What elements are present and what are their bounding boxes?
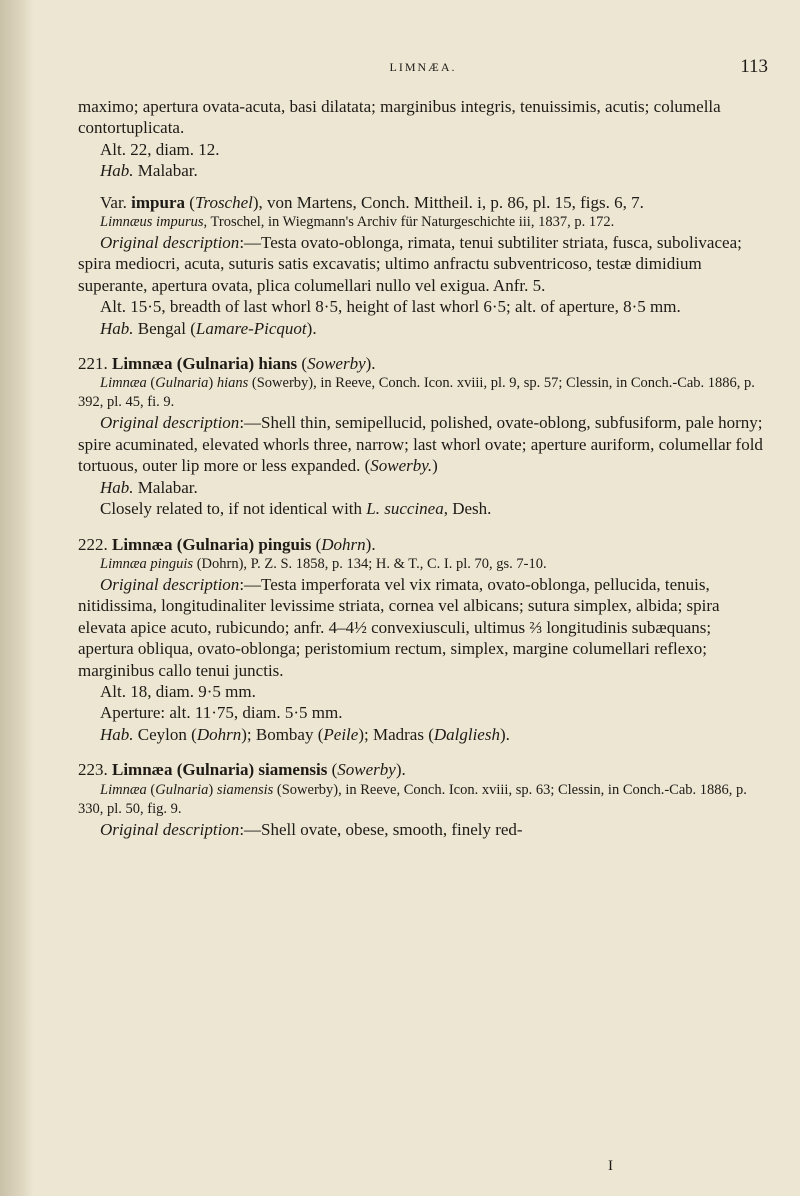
running-title: LIMNÆA.: [389, 60, 457, 74]
continuation-measurements: Alt. 22, diam. 12.: [100, 139, 220, 159]
entry-222-heading: 222. Limnæa (Gulnaria) pinguis (Dohrn).: [78, 534, 376, 554]
variety-description: Original description:—Testa ovato-oblonga, rimata, tenui subtiliter striata, fusca, subolivacea; spira mediocri, acuta, suturis satis excavatis; ultimo anfractu subventricoso, testæ dimidium superante, apertura ovata, plica columellari nullo vel exigua. Anfr. 5.: [78, 233, 742, 295]
continuation-description: maximo; apertura ovata-acuta, basi dilatata; marginibus integris, tenuissimis, acutis; columella contortuplicata.: [78, 97, 721, 138]
entry-222-measurements-1: Alt. 18, diam. 9·5 mm.: [100, 681, 256, 701]
page-binding-shadow: [0, 0, 34, 1196]
entry-222-measurements-2: Aperture: alt. 11·75, diam. 5·5 mm.: [100, 703, 343, 723]
variety-heading: Var. impura (Troschel), von Martens, Conch. Mittheil. i, p. 86, pl. 15, figs. 6, 7.: [100, 192, 644, 212]
entry-223-description: Original description:—Shell ovate, obese, smooth, finely red-: [100, 819, 523, 839]
entry-221-habitat: Hab. Malabar.: [100, 477, 198, 497]
entry-221-note: Closely related to, if not identical with L. succinea, Desh.: [100, 499, 492, 519]
entry-223-heading: 223. Limnæa (Gulnaria) siamensis (Sowerby).: [78, 760, 406, 780]
printer-signature-mark: I: [608, 1158, 613, 1174]
variety-measurements: Alt. 15·5, breadth of last whorl 8·5, height of last whorl 6·5; alt. of aperture, 8·5 mm.: [100, 297, 681, 317]
entry-223-synonymy: Limnæa (Gulnaria) siamensis (Sowerby), in Reeve, Conch. Icon. xviii, sp. 63; Clessin, in Conch.-Cab. 1886, p. 330, pl. 50, fig. 9.: [78, 781, 747, 817]
entry-221-description: Original description:—Shell thin, semipellucid, polished, ovate-oblong, subfusiform, pale horny; spire acuminated, elevated whorls three, narrow; last whorl ovate; aperture auriform, columellar fold tortuous, outer lip more or less expanded. (Sowerby.): [78, 413, 763, 476]
page-body: [78, 96, 768, 840]
entry-222-synonymy: Limnæa pinguis (Dohrn), P. Z. S. 1858, p. 134; H. & T., C. I. pl. 70, gs. 7-10.: [100, 555, 547, 572]
variety-synonym: Limnæus impurus, Troschel, in Wiegmann's Archiv für Naturgeschichte iii, 1837, p. 172.: [100, 214, 615, 231]
variety-habitat: Hab. Bengal (Lamare-Picquot).: [100, 318, 317, 338]
page-header: [78, 56, 768, 90]
entry-221-heading: 221. Limnæa (Gulnaria) hians (Sowerby).: [78, 354, 376, 374]
entry-222-habitat: Hab. Ceylon (Dohrn); Bombay (Peile); Madras (Dalgliesh).: [100, 724, 510, 744]
page-number: 113: [740, 56, 768, 77]
entry-221-synonymy: Limnæa (Gulnaria) hians (Sowerby), in Reeve, Conch. Icon. xviii, pl. 9, sp. 57; Clessin, in Conch.-Cab. 1886, p. 392, pl. 45, fi. 9.: [78, 375, 755, 411]
entry-222-description: Original description:—Testa imperforata vel vix rimata, ovato-oblonga, pellucida, tenuis, nitidissima, longitudinaliter levissime striata, cornea vel albicans; sutura simplex, albida; spira elevata apice acuto, rubicundo; anfr. 4–4½ convexiusculi, ultimus ⅔ longitudinis subæquans; apertura obliqua, ovato-oblonga; peristomium rectum, simplex, margine columellari reflexo; marginibus callo tenui junctis.: [78, 574, 720, 680]
continuation-habitat: Hab. Malabar.: [100, 161, 198, 181]
